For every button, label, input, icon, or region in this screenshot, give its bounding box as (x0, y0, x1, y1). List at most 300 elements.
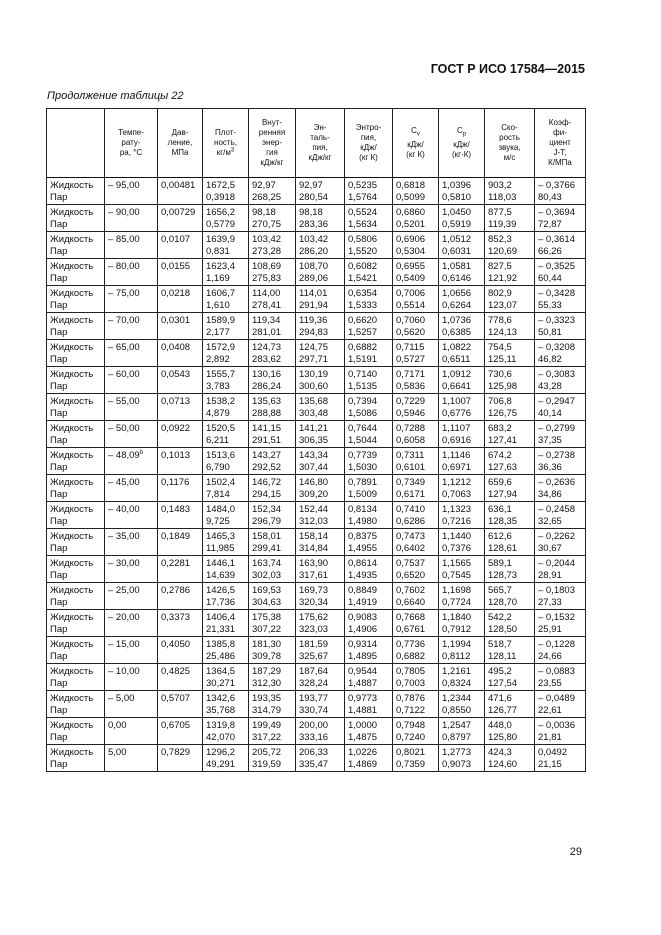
cell-line: Жидкость (50, 261, 94, 272)
cell-line: Жидкость (50, 234, 94, 245)
cell-line: 1,1107 (442, 423, 471, 434)
header-line: Дав- (171, 128, 189, 137)
cell-cp (439, 718, 485, 745)
cell-line: 125,80 (488, 732, 518, 743)
cell-enthalpy (296, 745, 345, 772)
cell-line: Пар (50, 651, 68, 662)
cell-line: 0,6286 (396, 516, 426, 527)
cell-line: 128,73 (488, 570, 518, 581)
cell-line: 0,8021 (396, 747, 426, 758)
pressure-value: 0,0922 (161, 423, 191, 434)
cell-line: 314,79 (252, 705, 282, 716)
cell-jt-coefficient (535, 556, 586, 583)
cell-line: 542,2 (488, 612, 512, 623)
cell-cp (439, 340, 485, 367)
header-sound_speed (485, 109, 535, 178)
cell-line: Жидкость (50, 504, 94, 515)
cell-internal-energy (249, 259, 296, 286)
cell-line: 317,61 (299, 570, 329, 581)
pressure-value: 0,00729 (161, 207, 196, 218)
header-line: рату- (121, 138, 141, 147)
cell-line: 158,01 (252, 531, 282, 542)
cell-line: 66,26 (538, 246, 562, 257)
cell-line: 335,47 (299, 759, 329, 770)
cell-line: 852,3 (488, 234, 512, 245)
cell-line: 1,0912 (442, 369, 472, 380)
cell-line: 0,6101 (396, 462, 426, 473)
cell-line: 309,78 (252, 651, 282, 662)
cell-line: 199,49 (252, 720, 282, 731)
pressure-value: 0,1849 (161, 531, 191, 542)
cell-line: 2,177 (206, 327, 230, 338)
pressure-value: 0,0408 (161, 342, 191, 353)
cell-jt-coefficient (535, 205, 586, 232)
cell-line: 706,8 (488, 396, 512, 407)
cell-line: Пар (50, 354, 68, 365)
cell-line: 50,81 (538, 327, 562, 338)
cell-pressure (158, 556, 203, 583)
cell-temperature (105, 637, 158, 664)
cell-line: – 0,0036 (538, 720, 575, 731)
cell-line: 471,6 (488, 693, 512, 704)
cell-line: 0,6620 (348, 315, 378, 326)
cell-line: 0,6031 (442, 246, 472, 257)
cell-density (203, 691, 249, 718)
pressure-value: 0,00481 (161, 180, 196, 191)
cell-line: 0,5524 (348, 207, 378, 218)
cell-entropy (345, 340, 393, 367)
cell-line: Пар (50, 462, 68, 473)
cell-sound-speed (485, 718, 535, 745)
cell-density (203, 745, 249, 772)
cell-line: 0,9073 (442, 759, 472, 770)
cell-sound-speed (485, 664, 535, 691)
cell-sound-speed (485, 205, 535, 232)
cell-line: 7,814 (206, 489, 230, 500)
cell-pressure (158, 421, 203, 448)
cell-sound-speed (485, 583, 535, 610)
cell-line: 128,35 (488, 516, 518, 527)
cell-line: 0,6818 (396, 180, 426, 191)
pressure-value: 0,2786 (161, 585, 191, 596)
cell-temperature (105, 394, 158, 421)
cell-line: 0,7948 (396, 720, 426, 731)
cell-line: 28,91 (538, 570, 562, 581)
cell-line: 270,75 (252, 219, 282, 230)
pressure-value: 0,4050 (161, 639, 191, 650)
cell-line: Пар (50, 219, 68, 230)
cell-line: 0,9314 (348, 639, 378, 650)
cell-jt-coefficient (535, 691, 586, 718)
header-line: Темпе- (118, 128, 144, 137)
cell-entropy (345, 529, 393, 556)
cell-line: 565,7 (488, 585, 512, 596)
cell-line: 0,7171 (396, 369, 426, 380)
header-line: Эн- (313, 123, 327, 132)
header-line: кДж/ (453, 139, 470, 149)
cell-line: 0,8550 (442, 705, 472, 716)
cell-phase (47, 313, 105, 340)
cell-jt-coefficient (535, 394, 586, 421)
cell-line: 181,59 (299, 639, 329, 650)
cell-line: 1465,3 (206, 531, 236, 542)
cell-line: 127,94 (488, 489, 518, 500)
cell-sound-speed (485, 745, 535, 772)
cell-line: 1,5044 (348, 435, 378, 446)
cell-phase (47, 259, 105, 286)
cell-line: 1,5634 (348, 219, 378, 230)
cell-line: 32,65 (538, 516, 562, 527)
cell-pressure (158, 745, 203, 772)
cell-entropy (345, 637, 393, 664)
temperature-value: – 20,00 (108, 612, 140, 623)
cell-line: Пар (50, 597, 68, 608)
cell-line: 286,24 (252, 381, 282, 392)
cell-temperature (105, 178, 158, 205)
cell-line: 6,211 (206, 435, 230, 446)
cell-internal-energy (249, 691, 296, 718)
cell-line: 286,20 (299, 246, 329, 257)
cell-line: 1606,7 (206, 288, 236, 299)
cell-jt-coefficient (535, 502, 586, 529)
cell-line: 1342,6 (206, 693, 236, 704)
header-internal_energy (249, 109, 296, 178)
cell-entropy (345, 664, 393, 691)
header-jt_coefficient (535, 109, 586, 178)
cell-internal-energy (249, 637, 296, 664)
cell-temperature (105, 691, 158, 718)
cell-density (203, 637, 249, 664)
cell-enthalpy (296, 556, 345, 583)
cell-line: 0,7394 (348, 396, 378, 407)
cell-line: 181,30 (252, 639, 282, 650)
cell-line: 0,5727 (396, 354, 426, 365)
cell-line: 92,97 (299, 180, 323, 191)
pressure-value: 0,3373 (161, 612, 191, 623)
cell-sound-speed (485, 556, 535, 583)
cell-line: 0,7063 (442, 489, 472, 500)
cell-line: – 0,0883 (538, 666, 575, 677)
cell-line: 424,3 (488, 747, 512, 758)
cell-entropy (345, 583, 393, 610)
header-line: пия, (312, 143, 328, 152)
cell-phase (47, 556, 105, 583)
table-row (47, 286, 586, 313)
cell-cp (439, 664, 485, 691)
cell-line: 1538,2 (206, 396, 236, 407)
cell-line: 0,7003 (396, 678, 426, 689)
cell-line: Пар (50, 408, 68, 419)
cell-temperature (105, 340, 158, 367)
cell-entropy (345, 205, 393, 232)
cell-density (203, 502, 249, 529)
cell-line: 1446,1 (206, 558, 236, 569)
header-symbol: $C_p$ (456, 126, 467, 138)
cell-pressure (158, 610, 203, 637)
cell-line: 0,7216 (442, 516, 472, 527)
cell-line: 1,2773 (442, 747, 472, 758)
cell-line: 1,4935 (348, 570, 378, 581)
cell-line: Пар (50, 381, 68, 392)
cell-line: 307,22 (252, 624, 282, 635)
cell-line: 163,74 (252, 558, 282, 569)
cell-line: 1,5257 (348, 327, 378, 338)
cell-temperature (105, 556, 158, 583)
cell-line: – 0,3766 (538, 180, 575, 191)
cell-line: 23,55 (538, 678, 562, 689)
cell-internal-energy (249, 205, 296, 232)
table-row (47, 718, 586, 745)
cell-line: 21,81 (538, 732, 562, 743)
cell-jt-coefficient (535, 286, 586, 313)
cell-line: – 0,3694 (538, 207, 575, 218)
header-line: (кг К) (359, 153, 378, 162)
cell-pressure (158, 178, 203, 205)
cell-line: 0,7537 (396, 558, 426, 569)
cell-line: 0,5409 (396, 273, 426, 284)
cell-line: 754,5 (488, 342, 512, 353)
cell-line: 283,62 (252, 354, 282, 365)
cell-line: 268,25 (252, 192, 282, 203)
cell-internal-energy (249, 286, 296, 313)
cell-line: 1589,9 (206, 315, 236, 326)
cell-line: 27,33 (538, 597, 562, 608)
cell-cp (439, 637, 485, 664)
cell-line: 297,71 (299, 354, 329, 365)
cell-line: 278,41 (252, 300, 282, 311)
cell-line: 307,44 (299, 462, 329, 473)
temperature-value: – 50,00 (108, 423, 140, 434)
cell-line: 120,69 (488, 246, 518, 257)
cell-line: 21,15 (538, 759, 562, 770)
cell-cv (393, 421, 439, 448)
cell-line: 128,11 (488, 651, 517, 662)
temperature-value: – 70,00 (108, 315, 140, 326)
cell-cp (439, 745, 485, 772)
cell-enthalpy (296, 205, 345, 232)
cell-line: 127,41 (488, 435, 518, 446)
cell-line: 103,42 (252, 234, 282, 245)
cell-line: 1,610 (206, 300, 230, 311)
cell-line: Пар (50, 570, 68, 581)
cell-line: 158,14 (299, 531, 329, 542)
header-line: фи- (553, 128, 567, 137)
pressure-value: 0,6705 (161, 720, 191, 731)
cell-line: – 0,2458 (538, 504, 575, 515)
cell-internal-energy (249, 583, 296, 610)
cell-line: 128,61 (488, 543, 518, 554)
cell-internal-energy (249, 529, 296, 556)
cell-line: 14,639 (206, 570, 236, 581)
cell-entropy (345, 367, 393, 394)
cell-phase (47, 367, 105, 394)
cell-line: 34,86 (538, 489, 562, 500)
header-line: кДж/ (360, 143, 377, 152)
cell-density (203, 583, 249, 610)
cell-sound-speed (485, 286, 535, 313)
table-row (47, 232, 586, 259)
header-line: кДж/кг (308, 153, 332, 162)
cell-line: 6,790 (206, 462, 230, 473)
temperature-value: – 85,00 (108, 234, 140, 245)
cell-line: 674,2 (488, 450, 512, 461)
cell-line: 175,62 (299, 612, 329, 623)
cell-cp (439, 232, 485, 259)
cell-line: 303,48 (299, 408, 329, 419)
cell-internal-energy (249, 664, 296, 691)
pressure-value: 0,0155 (161, 261, 191, 272)
cell-temperature (105, 664, 158, 691)
cell-line: 280,54 (299, 192, 329, 203)
cell-line: 0,5201 (396, 219, 426, 230)
cell-internal-energy (249, 475, 296, 502)
cell-line: Пар (50, 300, 68, 311)
cell-line: 0,7736 (396, 639, 426, 650)
cell-phase (47, 475, 105, 502)
cell-line: 1,4875 (348, 732, 378, 743)
cell-cv (393, 178, 439, 205)
cell-line: 0,7311 (396, 450, 425, 461)
cell-pressure (158, 286, 203, 313)
cell-line: 1,5421 (348, 273, 378, 284)
cell-line: 205,72 (252, 747, 282, 758)
temperature-value: – 48,09 (108, 450, 140, 461)
cell-jt-coefficient (535, 718, 586, 745)
cell-density (203, 367, 249, 394)
cell-temperature (105, 286, 158, 313)
cell-line: 0,8797 (442, 732, 472, 743)
cell-line: 141,21 (299, 423, 329, 434)
cell-line: Жидкость (50, 666, 94, 677)
cell-line: 0,8324 (442, 678, 472, 689)
cell-cv (393, 394, 439, 421)
cell-line: 0,6402 (396, 543, 426, 554)
pressure-value: 0,1483 (161, 504, 191, 515)
cell-line: 49,291 (206, 759, 236, 770)
cell-enthalpy (296, 718, 345, 745)
cell-line: Жидкость (50, 693, 94, 704)
cell-line: 200,00 (299, 720, 329, 731)
cell-line: 0,7724 (442, 597, 472, 608)
header-cp (439, 109, 485, 178)
cell-line: 98,18 (299, 207, 323, 218)
cell-enthalpy (296, 502, 345, 529)
cell-jt-coefficient (535, 367, 586, 394)
cell-line: 98,18 (252, 207, 276, 218)
cell-pressure (158, 205, 203, 232)
table-caption: Продолжение таблицы 22 (47, 90, 184, 102)
header-line: таль- (310, 133, 330, 142)
cell-enthalpy (296, 637, 345, 664)
header-symbol: $C_v$ (411, 126, 420, 138)
cell-temperature (105, 475, 158, 502)
cell-internal-energy (249, 745, 296, 772)
header-line: К/МПа (548, 158, 572, 167)
cell-phase (47, 718, 105, 745)
cell-entropy (345, 259, 393, 286)
cell-cp (439, 205, 485, 232)
cell-line: 187,29 (252, 666, 282, 677)
cell-line: 730,6 (488, 369, 512, 380)
cell-line: 1,4869 (348, 759, 378, 770)
temperature-value: – 65,00 (108, 342, 140, 353)
table-row (47, 421, 586, 448)
cell-line: 143,34 (299, 450, 329, 461)
table-row (47, 691, 586, 718)
cell-line: 0,6640 (396, 597, 426, 608)
cell-line: 0,5946 (396, 408, 426, 419)
cell-line: 1502,4 (206, 477, 236, 488)
cell-line: 152,34 (252, 504, 282, 515)
cell-line: 1,1007 (442, 396, 472, 407)
cell-line: 21,331 (206, 624, 236, 635)
cell-phase (47, 610, 105, 637)
cell-enthalpy (296, 394, 345, 421)
cell-cv (393, 610, 439, 637)
cell-line: Пар (50, 732, 68, 743)
cell-sound-speed (485, 610, 535, 637)
cell-line: 0,5304 (396, 246, 426, 257)
cell-line: 35,768 (206, 705, 236, 716)
cell-line: 0,0492 (538, 747, 568, 758)
cell-line: Жидкость (50, 612, 94, 623)
cell-line: 1,0450 (442, 207, 472, 218)
cell-enthalpy (296, 313, 345, 340)
cell-cp (439, 529, 485, 556)
cell-temperature (105, 421, 158, 448)
cell-line: 25,91 (538, 624, 562, 635)
cell-density (203, 664, 249, 691)
cell-cv (393, 259, 439, 286)
cell-line: 320,34 (299, 597, 329, 608)
cell-enthalpy (296, 259, 345, 286)
cell-cv (393, 475, 439, 502)
header-line: кДж/ (407, 139, 424, 149)
header-cv (393, 109, 439, 178)
cell-density (203, 556, 249, 583)
cell-line: 0,6916 (442, 435, 472, 446)
table-row (47, 745, 586, 772)
cell-line: 0,8614 (348, 558, 378, 569)
cell-line: 877,5 (488, 207, 512, 218)
cell-jt-coefficient (535, 232, 586, 259)
cell-line: 1,5191 (348, 354, 378, 365)
cell-line: Жидкость (50, 396, 94, 407)
cell-line: 114,01 (299, 288, 328, 299)
cell-density (203, 529, 249, 556)
cell-line: 495,2 (488, 666, 512, 677)
cell-line: 0,6882 (396, 651, 426, 662)
cell-line: 175,38 (252, 612, 282, 623)
cell-line: 146,80 (299, 477, 329, 488)
cell-line: 11,985 (206, 543, 235, 554)
cell-jt-coefficient (535, 529, 586, 556)
cell-phase (47, 637, 105, 664)
cell-line: 0,831 (206, 246, 230, 257)
cell-jt-coefficient (535, 259, 586, 286)
cell-line: 135,63 (252, 396, 282, 407)
cell-line: 288,88 (252, 408, 282, 419)
cell-line: 1,2344 (442, 693, 472, 704)
cell-line: 0,8134 (348, 504, 378, 515)
cell-cp (439, 475, 485, 502)
cell-phase (47, 286, 105, 313)
cell-line: Жидкость (50, 531, 94, 542)
cell-line: – 0,0489 (538, 693, 575, 704)
cell-line: 323,03 (299, 624, 329, 635)
cell-cv (393, 745, 439, 772)
cell-sound-speed (485, 502, 535, 529)
